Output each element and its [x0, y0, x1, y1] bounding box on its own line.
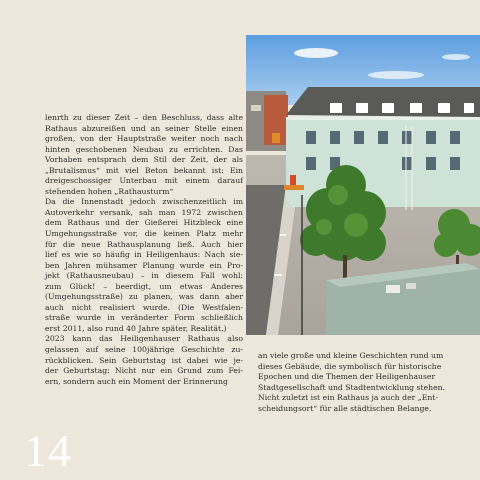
left-column-paragraph — [45, 197, 243, 334]
text-line: scheidungsort“ für alle städtischen Belange. — [258, 403, 432, 413]
text-line: ern, sondern auch ein Moment der Erinnerung — [45, 376, 228, 386]
text-line: rückblicken. Sein Geburtstag ist dabei wie je- — [45, 355, 243, 365]
text-column-left — [45, 113, 243, 387]
text-line: ben Jahren mühsamer Planung wurde ein Pro- — [45, 260, 243, 270]
text-line: dem Rathaus und der Gießerei Hitzbleck eine — [45, 218, 243, 228]
text-line: lief es wie so häufig in Heiligenhaus: Nach sie- — [45, 250, 243, 260]
left-column-paragraph — [45, 113, 243, 197]
text-line: hinten geschobenen Neubau zu errichten. Das — [45, 144, 243, 154]
text-line: Epochen und die Themen der Heiligenhauser — [258, 372, 436, 382]
text-line: Stadtgesellschaft und Stadtentwicklung stehen. — [258, 382, 446, 392]
text-line: „Brutalismus“ mit viel Beton bekannt ist: Ein — [45, 165, 243, 175]
right-column-paragraph — [258, 351, 446, 414]
text-line: Rathaus abzureißen und an seiner Stelle einen — [45, 123, 243, 133]
text-line: erst 2011, also rund 40 Jahre später, Realität.) — [45, 323, 227, 333]
left-column-paragraph — [45, 334, 243, 387]
text-line: 2023 kann das Heiligenhauser Rathaus also — [45, 334, 243, 344]
text-line: großen, von der Hauptstraße weiter noch nach — [45, 134, 243, 144]
text-line: auch nicht realisiert wurde. (Die Westfalen- — [45, 302, 243, 312]
text-line: dieses Gebäude, die symbolisch für historische — [258, 361, 442, 371]
text-line: der Geburtstag: Nicht nur ein Grund zum Fei- — [45, 366, 243, 376]
page-number: 14 — [24, 425, 72, 476]
text-line: stehenden hohen „Rathausturm“ — [45, 186, 174, 196]
text-line: zum Glück! – beerdigt, um etwas Anderes — [45, 281, 243, 291]
text-line: Vorhaben entsprach dem Stil der Zeit, der als — [45, 155, 243, 165]
text-line: Nicht zuletzt ist ein Rathaus ja auch der „Ent- — [258, 393, 438, 403]
text-line: Da die Innenstadt jedoch zwischenzeitlich im — [45, 197, 243, 207]
text-line: an viele große und kleine Geschichten rund um — [258, 351, 444, 360]
text-column-right — [258, 351, 446, 414]
text-line: (Umgehungsstraße) zu planen, was dann aber — [45, 292, 243, 302]
text-line: Autoverkehr versank, sah man 1972 zwischen — [45, 207, 243, 217]
text-line: für die neue Rathausplanung ließ. Auch hier — [45, 239, 243, 249]
text-line: Umgehungsstraße vor, die keinen Platz mehr — [45, 229, 243, 239]
text-line: gelassen auf seine 100jährige Geschichte zu- — [45, 345, 243, 355]
text-line: dreigeschossiger Unterbau mit einem darauf — [45, 176, 243, 186]
text-line: lenrth zu dieser Zeit – den Beschluss, dass alte — [45, 113, 243, 122]
text-line: straße wurde in veränderter Form schließlich — [45, 313, 243, 323]
town-hall-photo — [246, 35, 480, 335]
text-line: jekt (Rathausneubau) – in diesem Fall wohl: — [45, 271, 243, 281]
